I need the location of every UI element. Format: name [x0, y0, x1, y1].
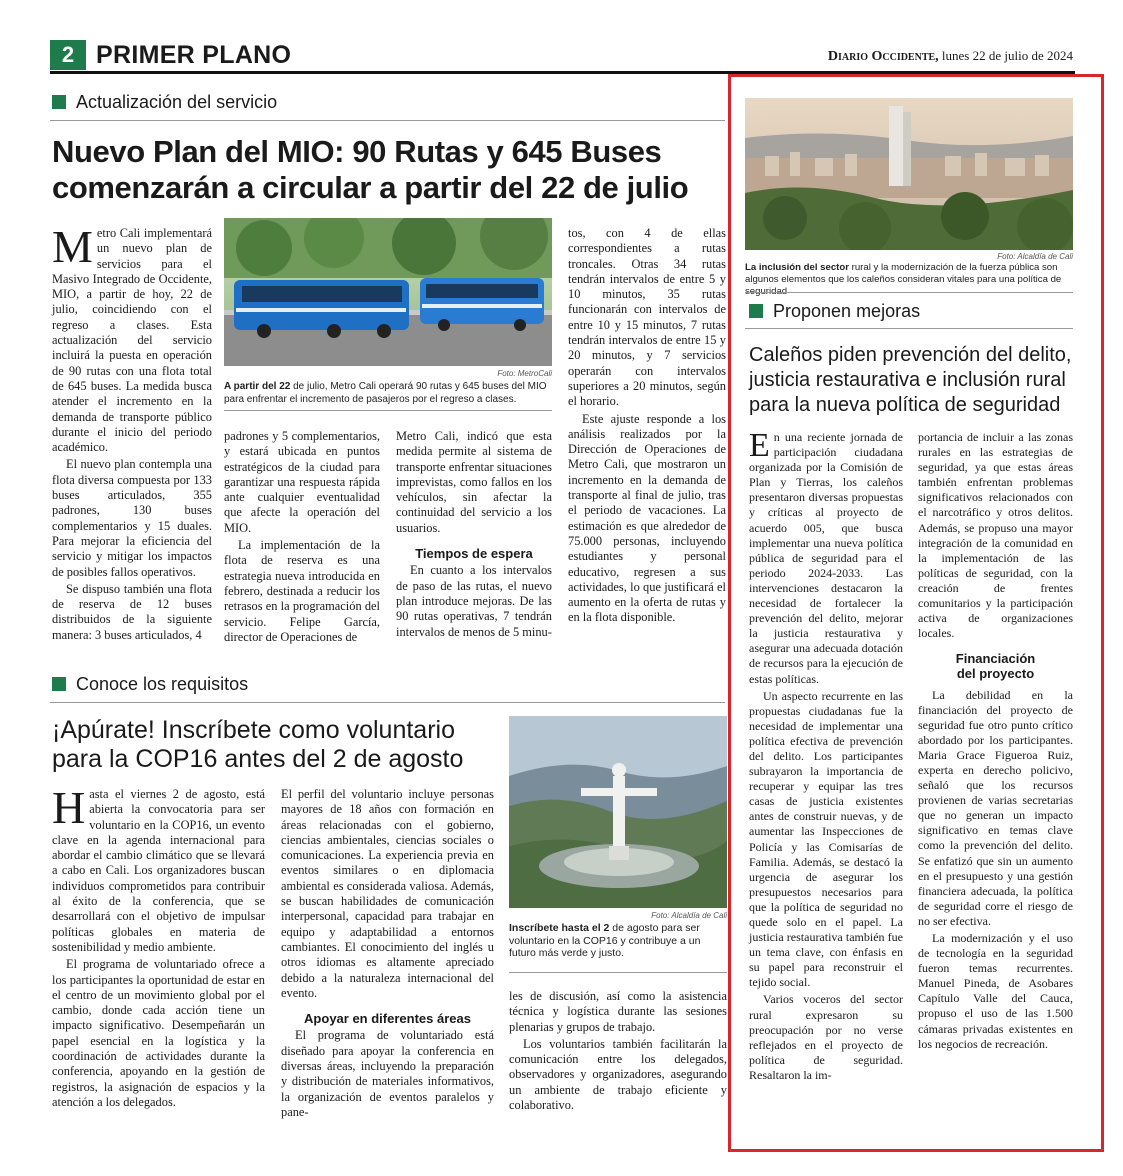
article1-column-4 — [568, 226, 726, 628]
article3-subhead-financiacion — [918, 651, 1073, 681]
article1-col1-p2: El nuevo plan contempla una flota diversa compuesta por 133 buses articulados, 355 padrones, 130 buses complementarios y 15 duales. Para mejorar la eficiencia del servicio y mitigar los impactos de posibles fallos operativos. — [52, 457, 212, 579]
article1-photo-credit: Foto: MetroCali — [497, 369, 552, 378]
article1-kicker — [52, 91, 277, 113]
article2-photo-credit: Foto: Alcaldía de Cali — [651, 911, 727, 920]
article1-caption-lead: A partir del 22 — [224, 381, 291, 392]
article2-col1-p2: El programa de voluntariado ofrece a los participantes la oportunidad de estar en el centro de un movimiento global por el cambio, donde cada acción tiene un impacto significativo. Desempeñarán un papel esencial en la logística y la coordinación de actividades durante la conferencia, apoyando en la gestión de registros, la asignación de espacios y la atención a los delegados. — [52, 957, 265, 1109]
page-number: 2 — [50, 40, 86, 70]
article2-col2-p1: El perfil del voluntario incluye personas mayores de 18 años con formación en áreas relacionadas con el gobierno, ciencias ambientales, ciencias sociales o comunicaciones. La experiencia previa en eventos similares o en diplomacia ambiental es considerada valiosa. Además, se buscan habilidades de comunicación interpersonal, capacidad para trabajar en equipo y adaptabilidad a entornos cambiantes. El conocimiento del inglés u otros idiomas es altamente apreciado debido a la naturaleza internacional del evento. — [281, 787, 494, 1000]
cali-city-photo — [745, 98, 1073, 250]
article3-caption-divider — [745, 292, 1073, 293]
article1-dropcap: M — [52, 221, 93, 272]
article2-headline-line1: ¡Apúrate! Inscríbete como voluntario — [52, 716, 455, 744]
article2-caption-lead: Inscríbete hasta el 2 — [509, 922, 610, 934]
article2-caption — [509, 922, 727, 960]
article1-col2-p1: padrones y 5 complementarios, y estará ubicada en puntos estratégicos de la ciudad para garantizar una respuesta rápida ante cualquier eventualidad que afecte la operación del MIO. — [224, 429, 380, 535]
article1-col1-p1: etro Cali implementará un nuevo plan de servicios para el Masivo Integrado de Occidente, MIO, a partir de hoy, 22 de julio, coincidiendo con el regreso a clases. Esta actualización del servicio incluirá la puesta en operación de 90 rutas con una flota total de 645 buses. La medida busca atender el incremento en la demanda de transporte público durante el inicio del periodo académico. — [52, 226, 212, 455]
article3-divider — [745, 328, 1073, 329]
article2-caption-text: de agosto para ser voluntario en la COP16 y contribuye a un futuro más verde y justo. — [509, 922, 701, 959]
article2-divider — [50, 702, 725, 703]
newspaper-brand: Diario Occidente, — [827, 49, 939, 64]
article3-subhead-line1: Financiación — [955, 651, 1036, 667]
article3-kicker-label: Proponen mejoras — [773, 301, 921, 321]
article3-col1-p1: n una reciente jornada de participación ciudadana organizada por la Comisión de Plan y Tierras, los caleños presentaron diversas propuestas y críticas al proyecto de acuerdo 005, que busca implementar una nueva política pública de seguridad para el periodo 2024-2033. Las intervenciones destacaron la necesidad de fortalecer la prevención del delito, mejorar la justicia restaurativa y asegurar una adecuada dotación de recursos para la ejecución de estas políticas. — [749, 430, 903, 686]
article2-kicker-label: Conoce los requisitos — [76, 674, 249, 694]
article1-col3-p1: Metro Cali, indicó que esta medida permite al sistema de transporte enfrentar situaciones imprevistas, como fallos en los vehículos, sin afectar la continuidad del servicio a los usuarios. — [396, 429, 552, 535]
article3-col1-p2: Un aspecto recurrente en las propuestas ciudadanas fue la necesidad de implementar una política efectiva de prevención del delito. Los participantes subrayaron la importancia de recuperar y equipar las tres casas de justicia existentes antes de construir nuevas, y de aumentar las Inspecciones de Policía y las Comisarías de Familia. Además, se destacó la urgencia de asegurar los presupuestos necesarios para que la política de seguridad no quede solo en el papel. La justicia restaurativa también fue un tema clave, con énfasis en su papel para reconstruir el tejido social. — [749, 688, 903, 990]
article2-col3-p1: les de discusión, así como la asistencia técnica y logística durante las sesiones plenarias y grupos de trabajo. — [509, 989, 727, 1034]
article1-divider — [50, 120, 725, 121]
article1-col1-p3: Se dispuso también una flota de reserva de 12 buses distribuidos de la siguiente manera: 3 buses articulados, 4 — [52, 581, 212, 642]
article1-col4-p2: Este ajuste responde a los análisis realizados por la Dirección de Operaciones de Metro Cali, que mostraron un incremento en la demanda de transporte al final de julio, tras el periodo de vacaciones. La estimación es que alrededor de 75.000 personas, incluyendo estudiantes y personal educativo, regresen a sus actividades, lo que justificará el aumento en la oferta de rutas y en la flota disponible. — [568, 411, 726, 625]
article3-kicker — [749, 300, 920, 322]
article2-caption-divider — [509, 972, 727, 973]
article3-headline-line2: justicia restaurativa e inclusión rural — [749, 369, 1066, 391]
article3-caption-text: rural y la modernización de la fuerza pública son algunos elementos que los caleños consideran vitales para una política de — [745, 262, 1062, 285]
article3-headline-line3: para la nueva política de seguridad — [749, 394, 1061, 416]
article3-photo-credit: Foto: Alcaldía de Cali — [997, 252, 1073, 261]
article2-column-2 — [281, 787, 494, 1122]
article1-subhead-tiempos: Tiempos de espera — [415, 546, 533, 562]
article1-headline-line1: Nuevo Plan del MIO: 90 Rutas y 645 Buses — [52, 134, 662, 169]
article3-col2-p3: La modernización y el uso de tecnología en la seguridad fueron temas recurrentes. Manuel Pineda, de Asobares Capítulo Valle del Cauca, propuso el uso de las 1.500 cámaras privadas existentes en los negocios de recreación. — [918, 931, 1073, 1051]
cristo-rey-photo — [509, 716, 727, 908]
article1-headline — [52, 134, 732, 206]
section-title: PRIMER PLANO — [96, 41, 292, 69]
article1-column-2 — [224, 429, 380, 647]
kicker-square-icon — [52, 95, 66, 109]
statue-illustration-icon — [509, 716, 727, 908]
article1-headline-line2: comenzarán a circular a partir del 22 de julio — [52, 170, 689, 205]
article3-headline — [749, 343, 1079, 418]
bus-illustration-icon — [224, 218, 552, 366]
article1-caption — [224, 381, 552, 406]
article1-column-1 — [52, 221, 212, 645]
article2-column-1 — [52, 782, 265, 1112]
issue-date: lunes 22 de julio de 2024 — [941, 48, 1073, 63]
article1-column-3 — [396, 429, 552, 642]
mio-bus-photo — [224, 218, 552, 366]
kicker-square-icon — [749, 304, 763, 318]
article2-dropcap: H — [52, 782, 86, 833]
article2-headline — [52, 716, 502, 774]
article2-kicker — [52, 673, 248, 695]
article2-col1-p1: asta el viernes 2 de agosto, está abierta la convocatoria para ser voluntario en la COP16, un evento clave en la agenda internacional para abordar el cambio climático que se llevará a cabo en Cali. Los organizadores buscan individuos comprometidos para contribuir al éxito de la conferencia, que se desarrollará con el objetivo de impulsar políticas globales en materia de sostenibilidad y medio ambiente. — [52, 787, 265, 954]
article1-kicker-label: Actualización del servicio — [76, 92, 278, 112]
article3-column-2 — [918, 430, 1073, 1054]
article3-col1-p3: Varios voceros del sector rural expresaron su preocupación por no verse reflejados en el proyecto de política de seguridad. Resaltaron la im- — [749, 992, 903, 1082]
article3-column-1 — [749, 427, 903, 1085]
city-illustration-icon — [745, 98, 1073, 250]
article3-col2-p2: La debilidad en la financiación del proyecto de seguridad fue otro punto crítico abordado por los participantes. Maria Grace Figueroa Ruiz, experta en derecho policivo, señaló que los recursos provienen de varias secretarias que no generan un impacto significativo en temas clave como la prevención del delito. Se enfatizó que sin un aumento en el presupuesto y una gestión financiera adecuada, la política de seguridad corre el riesgo de no ser efectiva. — [918, 687, 1073, 928]
article1-col2-p2: La implementación de la flota de reserva es una estrategia nueva introducida en febrero, destinada a reducir los retrasos en la programación del servicio. Felipe García, director de Operaciones de — [224, 538, 380, 644]
article3-dropcap: E — [749, 427, 770, 464]
article3-headline-line1: Caleños piden prevención del delito, — [749, 344, 1072, 366]
article1-col4-p1: tos, con 4 de ellas correspondientes a rutas troncales. Otras 34 rutas tendrán intervalos de entre 5 y 10 minutos, 35 rutas funcionarán con intervalos de entre 10 y 15 minutos, 7 rutas tendrán intervalos de entre 15 y 20 minutos, y 7 servicios operarán con intervalos superiores a 20 minutos, según el horario. — [568, 226, 726, 409]
article3-col2-p1: portancia de incluir a las zonas rurales en las estrategias de seguridad, ya que estas áreas también enfrentan problemas significativos relacionados con el narcotráfico y otros delitos. Además, se propuso una mayor integración de la comunidad en la implementación de las políticas de seguridad, con la creación de frentes comunitarios y la participación activa de organizaciones locales. — [918, 430, 1073, 641]
article2-headline-line2: para la COP16 antes del 2 de agosto — [52, 745, 464, 773]
masthead — [828, 48, 1073, 65]
article1-caption-text: de julio, Metro Cali operará 90 rutas y 645 buses del MIO para enfrentar el incremento de pasajeros por el regreso a clases. — [224, 381, 547, 405]
article2-subhead-apoyar: Apoyar en diferentes áreas — [304, 1011, 471, 1027]
article3-caption-lead: La inclusión del sector — [745, 262, 849, 273]
article1-col3-p2: En cuanto a los intervalos de paso de las rutas, el nuevo plan introduce mejoras. De las 90 rutas operativas, 7 tendrán intervalos de menos de 5 minu- — [396, 563, 552, 639]
article2-col3-p2: Los voluntarios también facilitarán la comunicación entre los delegados, observadores y organizadores, asegurando un ambiente de trabajo eficiente y colaborativo. — [509, 1036, 727, 1113]
article2-column-3 — [509, 989, 727, 1115]
article2-col2-p2: El programa de voluntariado está diseñado para apoyar la conferencia en diversas áreas, incluyendo la preparación y distribución de materiales informativos, la organización de eventos paralelos y pane- — [281, 1028, 494, 1119]
article1-caption-divider — [224, 410, 552, 411]
article3-subhead-line2: del proyecto — [956, 666, 1035, 682]
kicker-square-icon — [52, 677, 66, 691]
